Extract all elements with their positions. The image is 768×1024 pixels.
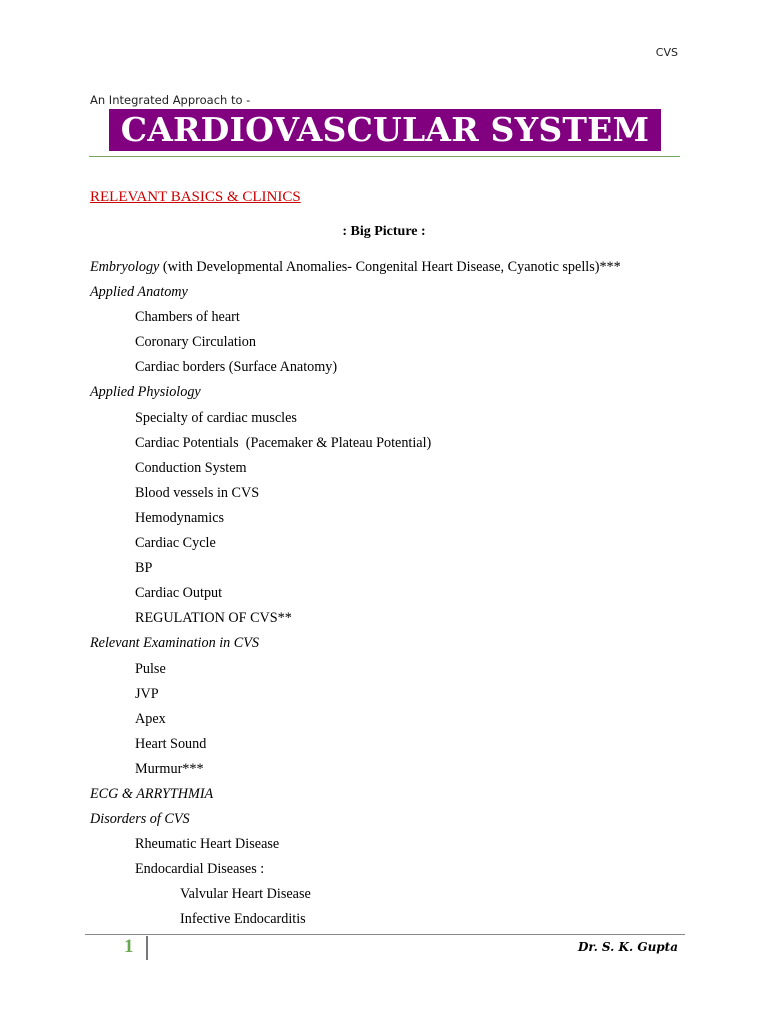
big-picture-heading: : Big Picture : — [342, 224, 426, 239]
outline-item: Specialty of cardiac muscles — [135, 409, 297, 426]
outline-item: Hemodynamics — [135, 509, 225, 526]
outline-category-embryology — [90, 257, 690, 282]
outline-subitem: Valvular Heart Disease — [180, 886, 311, 903]
outline-item: BP — [135, 560, 153, 577]
title-banner: CARDIOVASCULAR SYSTEM — [109, 109, 661, 151]
outline-category-applied-anatomy: Applied Anatomy — [90, 284, 188, 301]
outline-item: JVP — [135, 685, 159, 702]
outline-item: Cardiac borders (Surface Anatomy) — [135, 359, 338, 376]
outline-item: Cardiac Output — [135, 585, 223, 602]
outline-item: Pulse — [135, 660, 166, 677]
outline-item: Conduction System — [135, 459, 247, 476]
page-number: 1 — [124, 936, 134, 957]
footer-divider — [85, 934, 685, 935]
category-label: Embryology — [90, 259, 160, 275]
outline-item: REGULATION OF CVS** — [135, 610, 292, 627]
outline-category-ecg: ECG & ARRYTHMIA — [90, 785, 214, 802]
category-note: (with Developmental Anomalies- Congenital Heart Disease, Cyanotic spells)*** — [159, 259, 621, 275]
outline-item: Rheumatic Heart Disease — [135, 836, 280, 853]
outline-item: Apex — [135, 710, 166, 727]
page-number-separator — [146, 936, 148, 960]
outline-subitem: Infective Endocarditis — [180, 911, 306, 928]
outline-item: Cardiac Potentials (Pacemaker & Plateau Potential) — [135, 434, 432, 451]
section-heading: RELEVANT BASICS & CLINICS — [90, 189, 301, 205]
outline-category-disorders: Disorders of CVS — [90, 811, 190, 828]
topic-outline — [90, 257, 690, 935]
outline-category-applied-physiology: Applied Physiology — [90, 384, 201, 401]
outline-item: Chambers of heart — [135, 309, 240, 326]
outline-item: Coronary Circulation — [135, 334, 256, 351]
title-divider — [89, 156, 680, 157]
outline-category-examination: Relevant Examination in CVS — [90, 635, 260, 652]
running-header: CVS — [655, 46, 678, 59]
outline-item: Blood vessels in CVS — [135, 484, 260, 501]
title-intro: An Integrated Approach to - — [90, 93, 251, 107]
outline-item: Murmur*** — [135, 760, 204, 777]
outline-item: Endocardial Diseases : — [135, 861, 265, 878]
footer-author: Dr. S. K. Gupta — [577, 940, 678, 954]
outline-item: Heart Sound — [135, 735, 207, 752]
outline-item: Cardiac Cycle — [135, 535, 216, 552]
